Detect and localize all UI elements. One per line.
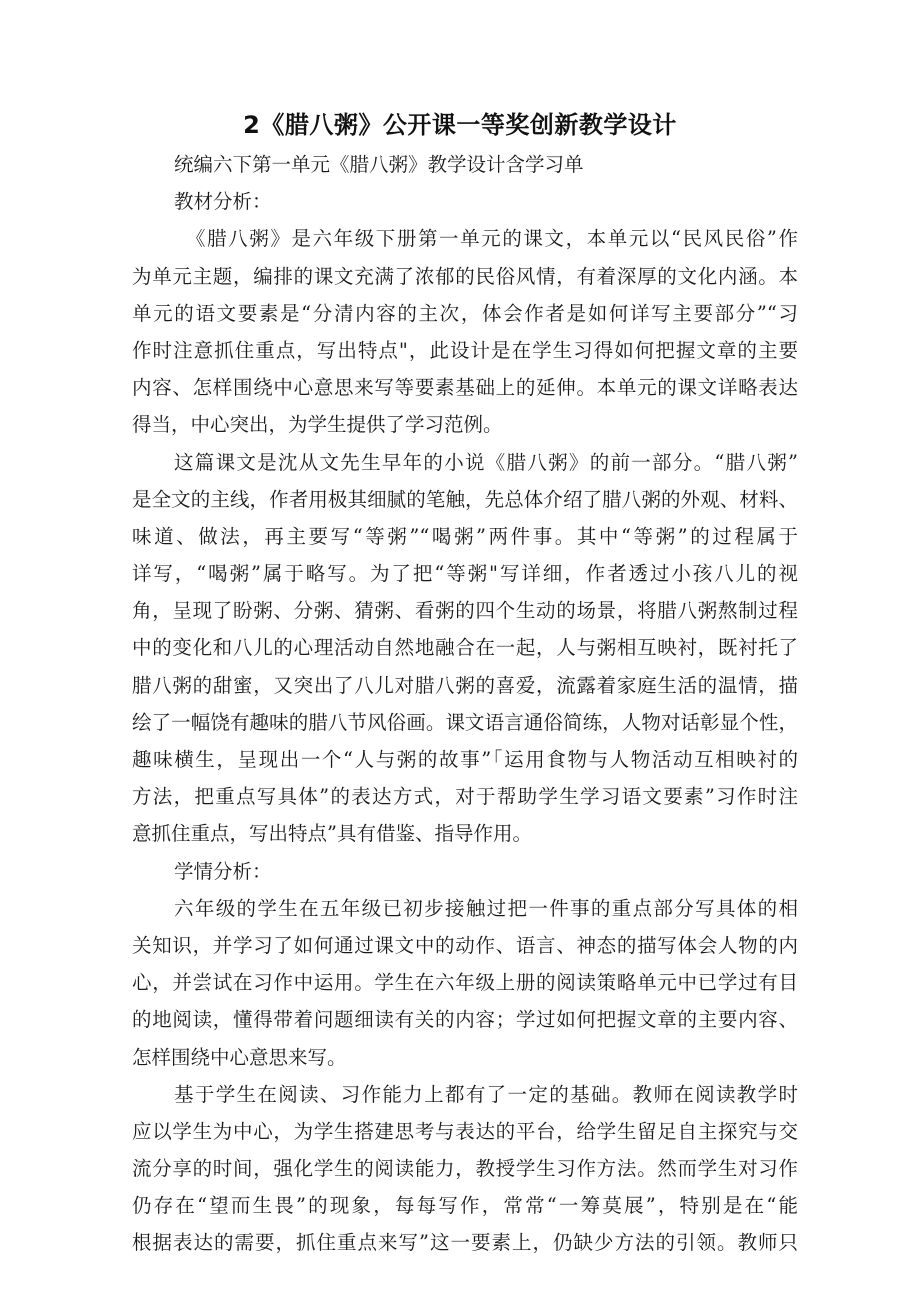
text-line: 关知识，并学习了如何通过课文中的动作、语言、神态的描写体会人物的内 — [132, 933, 798, 957]
section-heading-student-analysis: 学情分析： — [174, 859, 272, 883]
text-line: 根据表达的需要，抓住重点来写”这一要素上，仍缺少方法的引领。教师只 — [132, 1231, 798, 1255]
text-line: 心，并尝试在习作中运用。学生在六年级上册的阅读策略单元中已学过有目 — [132, 971, 798, 995]
text-line: 详写，“喝粥”属于略写。为了把“等粥"写详细，作者透过小孩八儿的视 — [132, 562, 798, 586]
paragraph-student-analysis-1 — [132, 890, 798, 1076]
text-line: 单元的语文要素是“分清内容的主次，体会作者是如何详写主要部分”“习 — [132, 301, 798, 325]
text-line: 基于学生在阅读、习作能力上都有了一定的基础。教师在阅读教学时 — [174, 1082, 798, 1106]
paragraph-textbook-analysis-2 — [132, 444, 798, 853]
text-line: 流分享的时间，强化学生的阅读能力，教授学生习作方法。然而学生对习作 — [132, 1157, 798, 1181]
text-line: 《腊八粥》是六年级下册第一单元的课文，本单元以“民风民俗”作 — [186, 227, 798, 251]
text-line: 方法，把重点写具体”的表达方式，对于帮助学生学习语文要素”习作时注 — [132, 785, 798, 809]
paragraph-student-analysis-2 — [132, 1076, 798, 1262]
text-line: 角，呈现了盼粥、分粥、猜粥、看粥的四个生动的场景，将腊八粥熬制过程 — [132, 599, 798, 623]
document-body — [132, 146, 798, 1262]
text-line: 意抓住重点，写出特点”具有借鉴、指导作用。 — [132, 822, 532, 846]
text-line: 仍存在“望而生畏”的现象，每每写作，常常“一筹莫展”，特别是在“能 — [132, 1194, 798, 1218]
text-line: 这篇课文是沈从文先生早年的小说《腊八粥》的前一部分。“腊八粥” — [174, 450, 798, 474]
text-line: 作时注意抓住重点，写出特点"，此设计是在学生习得如何把握文章的主要 — [132, 338, 798, 362]
section-heading-textbook-analysis: 教材分析： — [174, 190, 272, 214]
text-line: 是全文的主线，作者用极其细腻的笔触，先总体介绍了腊八粥的外观、材料、 — [132, 487, 798, 511]
text-line: 味道、做法，再主要写“等粥”“喝粥”两件事。其中“等粥”的过程属于 — [132, 524, 798, 548]
text-line: 绘了一幅饶有趣味的腊八节风俗画。课文语言通俗简练，人物对话彰显个性， — [132, 710, 798, 734]
document-title: 2《腊八粥》公开课一等奖创新教学设计 — [243, 111, 677, 139]
text-line: 为单元主题，编排的课文充满了浓郁的民俗风情，有着深厚的文化内涵。本 — [132, 264, 798, 288]
text-line: 怎样围绕中心意思来写。 — [132, 1045, 347, 1069]
text-line: 的地阅读，懂得带着问题细读有关的内容；学过如何把握文章的主要内容、 — [132, 1008, 798, 1032]
text-line: 趣味横生，呈现出一个“人与粥的故事”「运用食物与人物活动互相映衬的 — [132, 748, 798, 771]
text-line: 得当，中心突出，为学生提供了学习范例。 — [132, 413, 503, 437]
text-line: 应以学生为中心，为学生搭建思考与表达的平台，给学生留足自主探究与交 — [132, 1119, 798, 1143]
text-line: 六年级的学生在五年级已初步接触过把一件事的重点部分写具体的相 — [174, 896, 798, 920]
document-subtitle: 统编六下第一单元《腊八粥》教学设计含学习单 — [174, 153, 584, 176]
text-line: 内容、怎样围绕中心意思来写等要素基础上的延伸。本单元的课文详略表达 — [132, 376, 798, 400]
text-line: 中的变化和八儿的心理活动自然地融合在一起，人与粥相互映衬，既衬托了 — [132, 636, 798, 660]
paragraph-textbook-analysis-1 — [132, 220, 798, 443]
text-line: 腊八粥的甜蜜，又突出了八儿对腊八粥的喜爱，流露着家庭生活的温情，描 — [132, 673, 798, 697]
